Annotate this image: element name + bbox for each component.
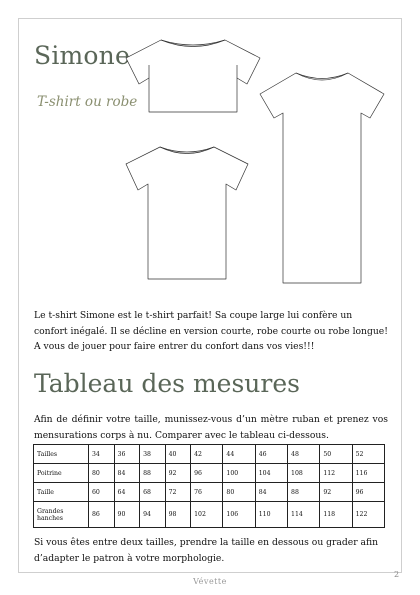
table-cell: 98	[165, 502, 191, 528]
table-cell: 38	[140, 445, 166, 464]
table-cell: 88	[288, 483, 320, 502]
table-cell: 50	[320, 445, 352, 464]
row-header: Poitrine	[34, 464, 89, 483]
table-cell: 52	[352, 445, 384, 464]
table-cell: 68	[140, 483, 166, 502]
page-number: 2	[394, 570, 400, 579]
intro-paragraph: Le t-shirt Simone est le t-shirt parfait! Sa coupe large lui confère un confort inégalé. Il se décline en version courte, robe courte ou robe longue! A vous de jouer pour faire entrer du confort dans vos vies!!!	[34, 310, 388, 352]
table-cell: 104	[255, 464, 287, 483]
table-cell: 110	[255, 502, 287, 528]
table-cell: 118	[320, 502, 352, 528]
size-table	[33, 444, 385, 528]
short-tshirt-drawing	[126, 40, 260, 112]
table-cell: 92	[165, 464, 191, 483]
brand-logo-text: Vévette	[193, 577, 227, 586]
short-dress-drawing	[126, 147, 248, 279]
table-cell: 106	[223, 502, 255, 528]
page-subtitle: T-shirt ou robe	[37, 94, 138, 110]
table-cell: 116	[352, 464, 384, 483]
table-cell: 100	[223, 464, 255, 483]
table-cell: 44	[223, 445, 255, 464]
table-cell: 112	[320, 464, 352, 483]
table-cell: 92	[320, 483, 352, 502]
row-header: Grandes hanches	[34, 502, 89, 528]
table-cell: 64	[114, 483, 140, 502]
table-cell: 114	[288, 502, 320, 528]
table-cell: 122	[352, 502, 384, 528]
table-cell: 80	[223, 483, 255, 502]
row-header: Tailles	[34, 445, 89, 464]
table-row	[34, 464, 385, 483]
table-cell: 76	[191, 483, 223, 502]
table-cell: 96	[191, 464, 223, 483]
table-cell: 72	[165, 483, 191, 502]
table-cell: 36	[114, 445, 140, 464]
table-cell: 86	[89, 502, 115, 528]
table-row	[34, 483, 385, 502]
table-cell: 60	[89, 483, 115, 502]
table-cell: 84	[255, 483, 287, 502]
table-cell: 88	[140, 464, 166, 483]
table-cell: 48	[288, 445, 320, 464]
table-cell: 80	[89, 464, 115, 483]
footer-paragraph: Si vous êtes entre deux tailles, prendre la taille en dessous ou grader afin d’adapter le patron à votre morphologie.	[34, 537, 379, 564]
table-cell: 90	[114, 502, 140, 528]
table-cell: 94	[140, 502, 166, 528]
table-cell: 42	[191, 445, 223, 464]
table-cell: 34	[89, 445, 115, 464]
table-row	[34, 502, 385, 528]
table-row	[34, 445, 385, 464]
table-cell: 96	[352, 483, 384, 502]
table-cell: 108	[288, 464, 320, 483]
table-cell: 102	[191, 502, 223, 528]
table-cell: 46	[255, 445, 287, 464]
table-cell: 40	[165, 445, 191, 464]
section-title: Tableau des mesures	[34, 369, 300, 398]
table-cell: 84	[114, 464, 140, 483]
long-dress-drawing	[260, 73, 384, 283]
page-title: Simone	[34, 41, 130, 70]
instructions-paragraph: Afin de définir votre taille, munissez-vous d’un mètre ruban et prenez vos mensurations corps à nu. Comparer avec le tableau ci-dessous.	[34, 414, 388, 441]
row-header: Taille	[34, 483, 89, 502]
